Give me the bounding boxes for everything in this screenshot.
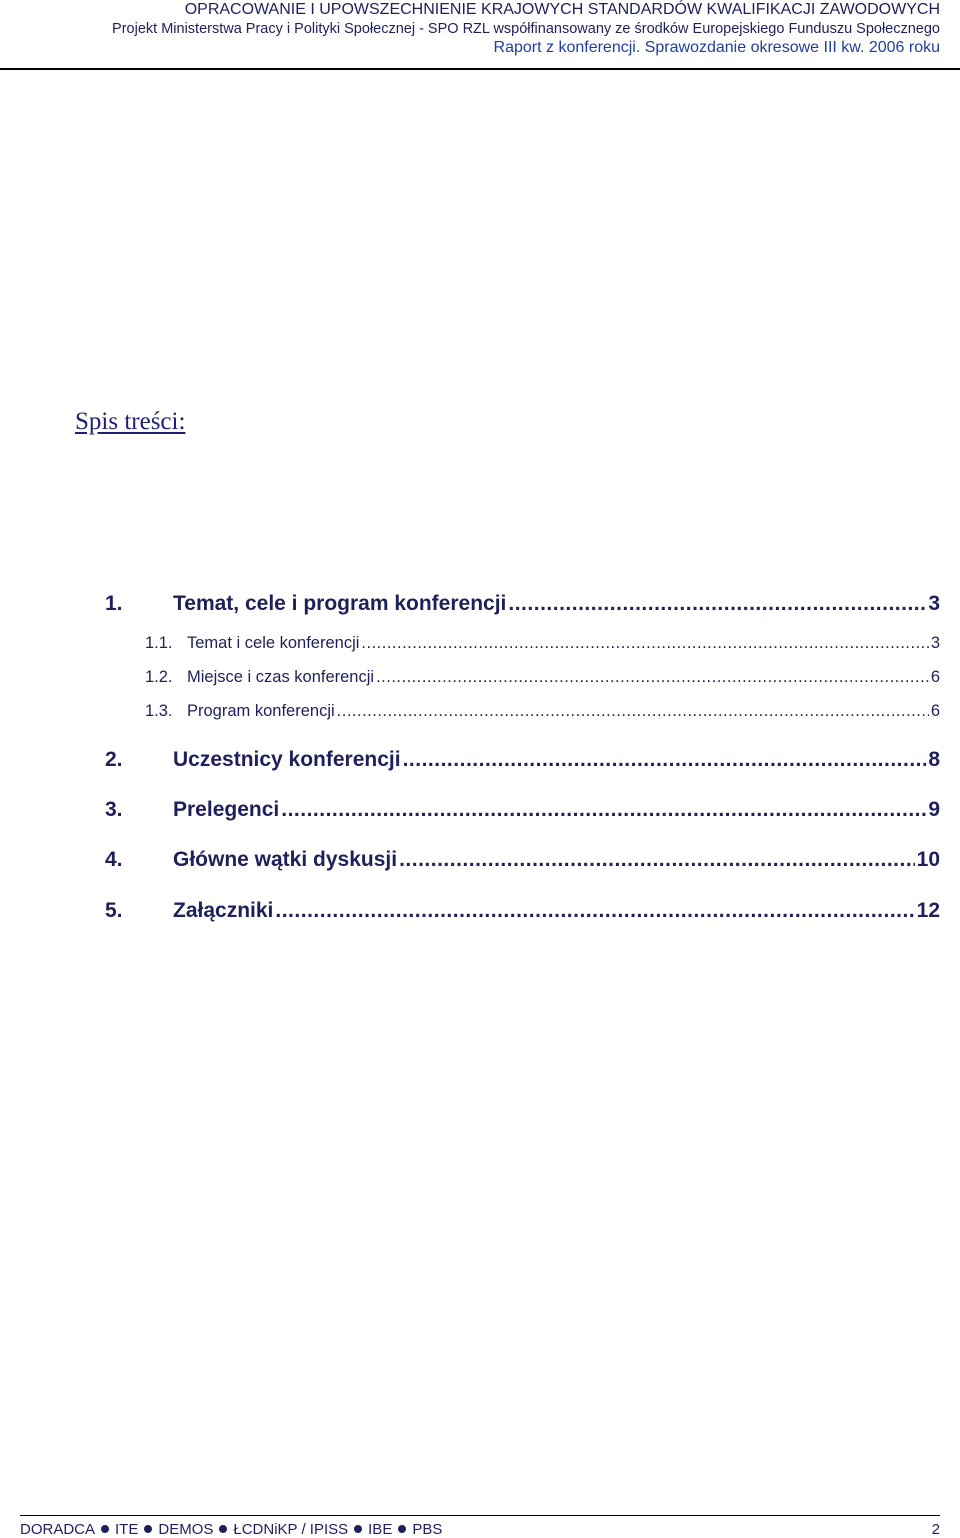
toc-entry-label: Program konferencji bbox=[187, 702, 335, 720]
toc-leader-dots bbox=[376, 668, 929, 687]
page-number: 2 bbox=[931, 1521, 940, 1538]
toc-entry-page: 3 bbox=[930, 634, 940, 652]
toc-entry[interactable] bbox=[105, 848, 940, 872]
footer-partner: DEMOS bbox=[158, 1521, 214, 1538]
toc-entry-number: 2. bbox=[105, 748, 123, 771]
toc-entry-page: 12 bbox=[916, 899, 940, 922]
toc-leader-dots bbox=[281, 798, 926, 822]
toc-entry-page: 6 bbox=[930, 668, 940, 686]
toc-entry-label: Uczestnicy konferencji bbox=[173, 748, 401, 771]
toc-entry[interactable] bbox=[105, 798, 940, 822]
toc-entry-number: 1. bbox=[105, 592, 123, 615]
toc-leader-dots bbox=[508, 592, 926, 616]
toc-entry-label: Miejsce i czas konferencji bbox=[187, 668, 375, 686]
header-report-title: Raport z konferencji. Sprawozdanie okresowe III kw. 2006 roku bbox=[493, 39, 940, 56]
toc-entry[interactable] bbox=[145, 668, 940, 687]
toc-entry-number: 3. bbox=[105, 798, 123, 821]
footer-partner: IBE bbox=[368, 1521, 393, 1538]
toc-entry-label: Temat, cele i program konferencji bbox=[173, 592, 507, 615]
toc-entry-number: 1.1. bbox=[145, 634, 173, 652]
footer-partners bbox=[20, 1521, 442, 1538]
toc-entry-page: 8 bbox=[928, 748, 940, 771]
toc-leader-dots bbox=[399, 848, 915, 872]
toc-title: Spis treści: bbox=[75, 408, 186, 435]
footer-partner: ITE bbox=[115, 1521, 139, 1538]
toc-entry[interactable] bbox=[145, 634, 940, 653]
toc-entry-number: 1.2. bbox=[145, 668, 173, 686]
toc-entry-page: 3 bbox=[928, 592, 940, 615]
toc-entry[interactable] bbox=[105, 592, 940, 616]
toc-leader-dots bbox=[403, 748, 927, 772]
footer-partner: DORADCA bbox=[20, 1521, 96, 1538]
page-header bbox=[0, 0, 960, 72]
toc-entry-number: 5. bbox=[105, 899, 123, 922]
header-project-title: OPRACOWANIE I UPOWSZECHNIENIE KRAJOWYCH STANDARDÓW KWALIFIKACJI ZAWODOWYCH bbox=[184, 1, 940, 18]
footer-partner: PBS bbox=[412, 1521, 443, 1538]
page-footer bbox=[20, 1521, 940, 1538]
toc-entry-label: Załączniki bbox=[173, 899, 274, 922]
toc-entry[interactable] bbox=[105, 899, 940, 923]
toc-entry-number: 4. bbox=[105, 848, 123, 871]
bullet-icon bbox=[354, 1525, 362, 1533]
header-funding-note: Projekt Ministerstwa Pracy i Polityki Społecznej - SPO RZL współfinansowany ze środków Europejskiego Funduszu Społecznego bbox=[112, 21, 940, 37]
bullet-icon bbox=[398, 1525, 406, 1533]
toc-leader-dots bbox=[275, 899, 914, 923]
footer-partner: ŁCDNiKP / IPISS bbox=[233, 1521, 349, 1538]
toc-entry-number: 1.3. bbox=[145, 702, 173, 720]
toc-entry-label: Prelegenci bbox=[173, 798, 280, 821]
toc-entry[interactable] bbox=[105, 748, 940, 772]
toc-leader-dots bbox=[337, 702, 929, 721]
toc-leader-dots bbox=[361, 634, 928, 653]
toc-entry-label: Temat i cele konferencji bbox=[187, 634, 360, 652]
header-divider bbox=[0, 68, 960, 70]
toc-entry-page: 10 bbox=[916, 848, 940, 871]
toc-entry-page: 9 bbox=[928, 798, 940, 821]
bullet-icon bbox=[144, 1525, 152, 1533]
footer-divider bbox=[20, 1515, 940, 1516]
bullet-icon bbox=[219, 1525, 227, 1533]
toc-entry[interactable] bbox=[145, 702, 940, 721]
bullet-icon bbox=[101, 1525, 109, 1533]
toc-entry-page: 6 bbox=[930, 702, 940, 720]
toc-entry-label: Główne wątki dyskusji bbox=[173, 848, 398, 871]
